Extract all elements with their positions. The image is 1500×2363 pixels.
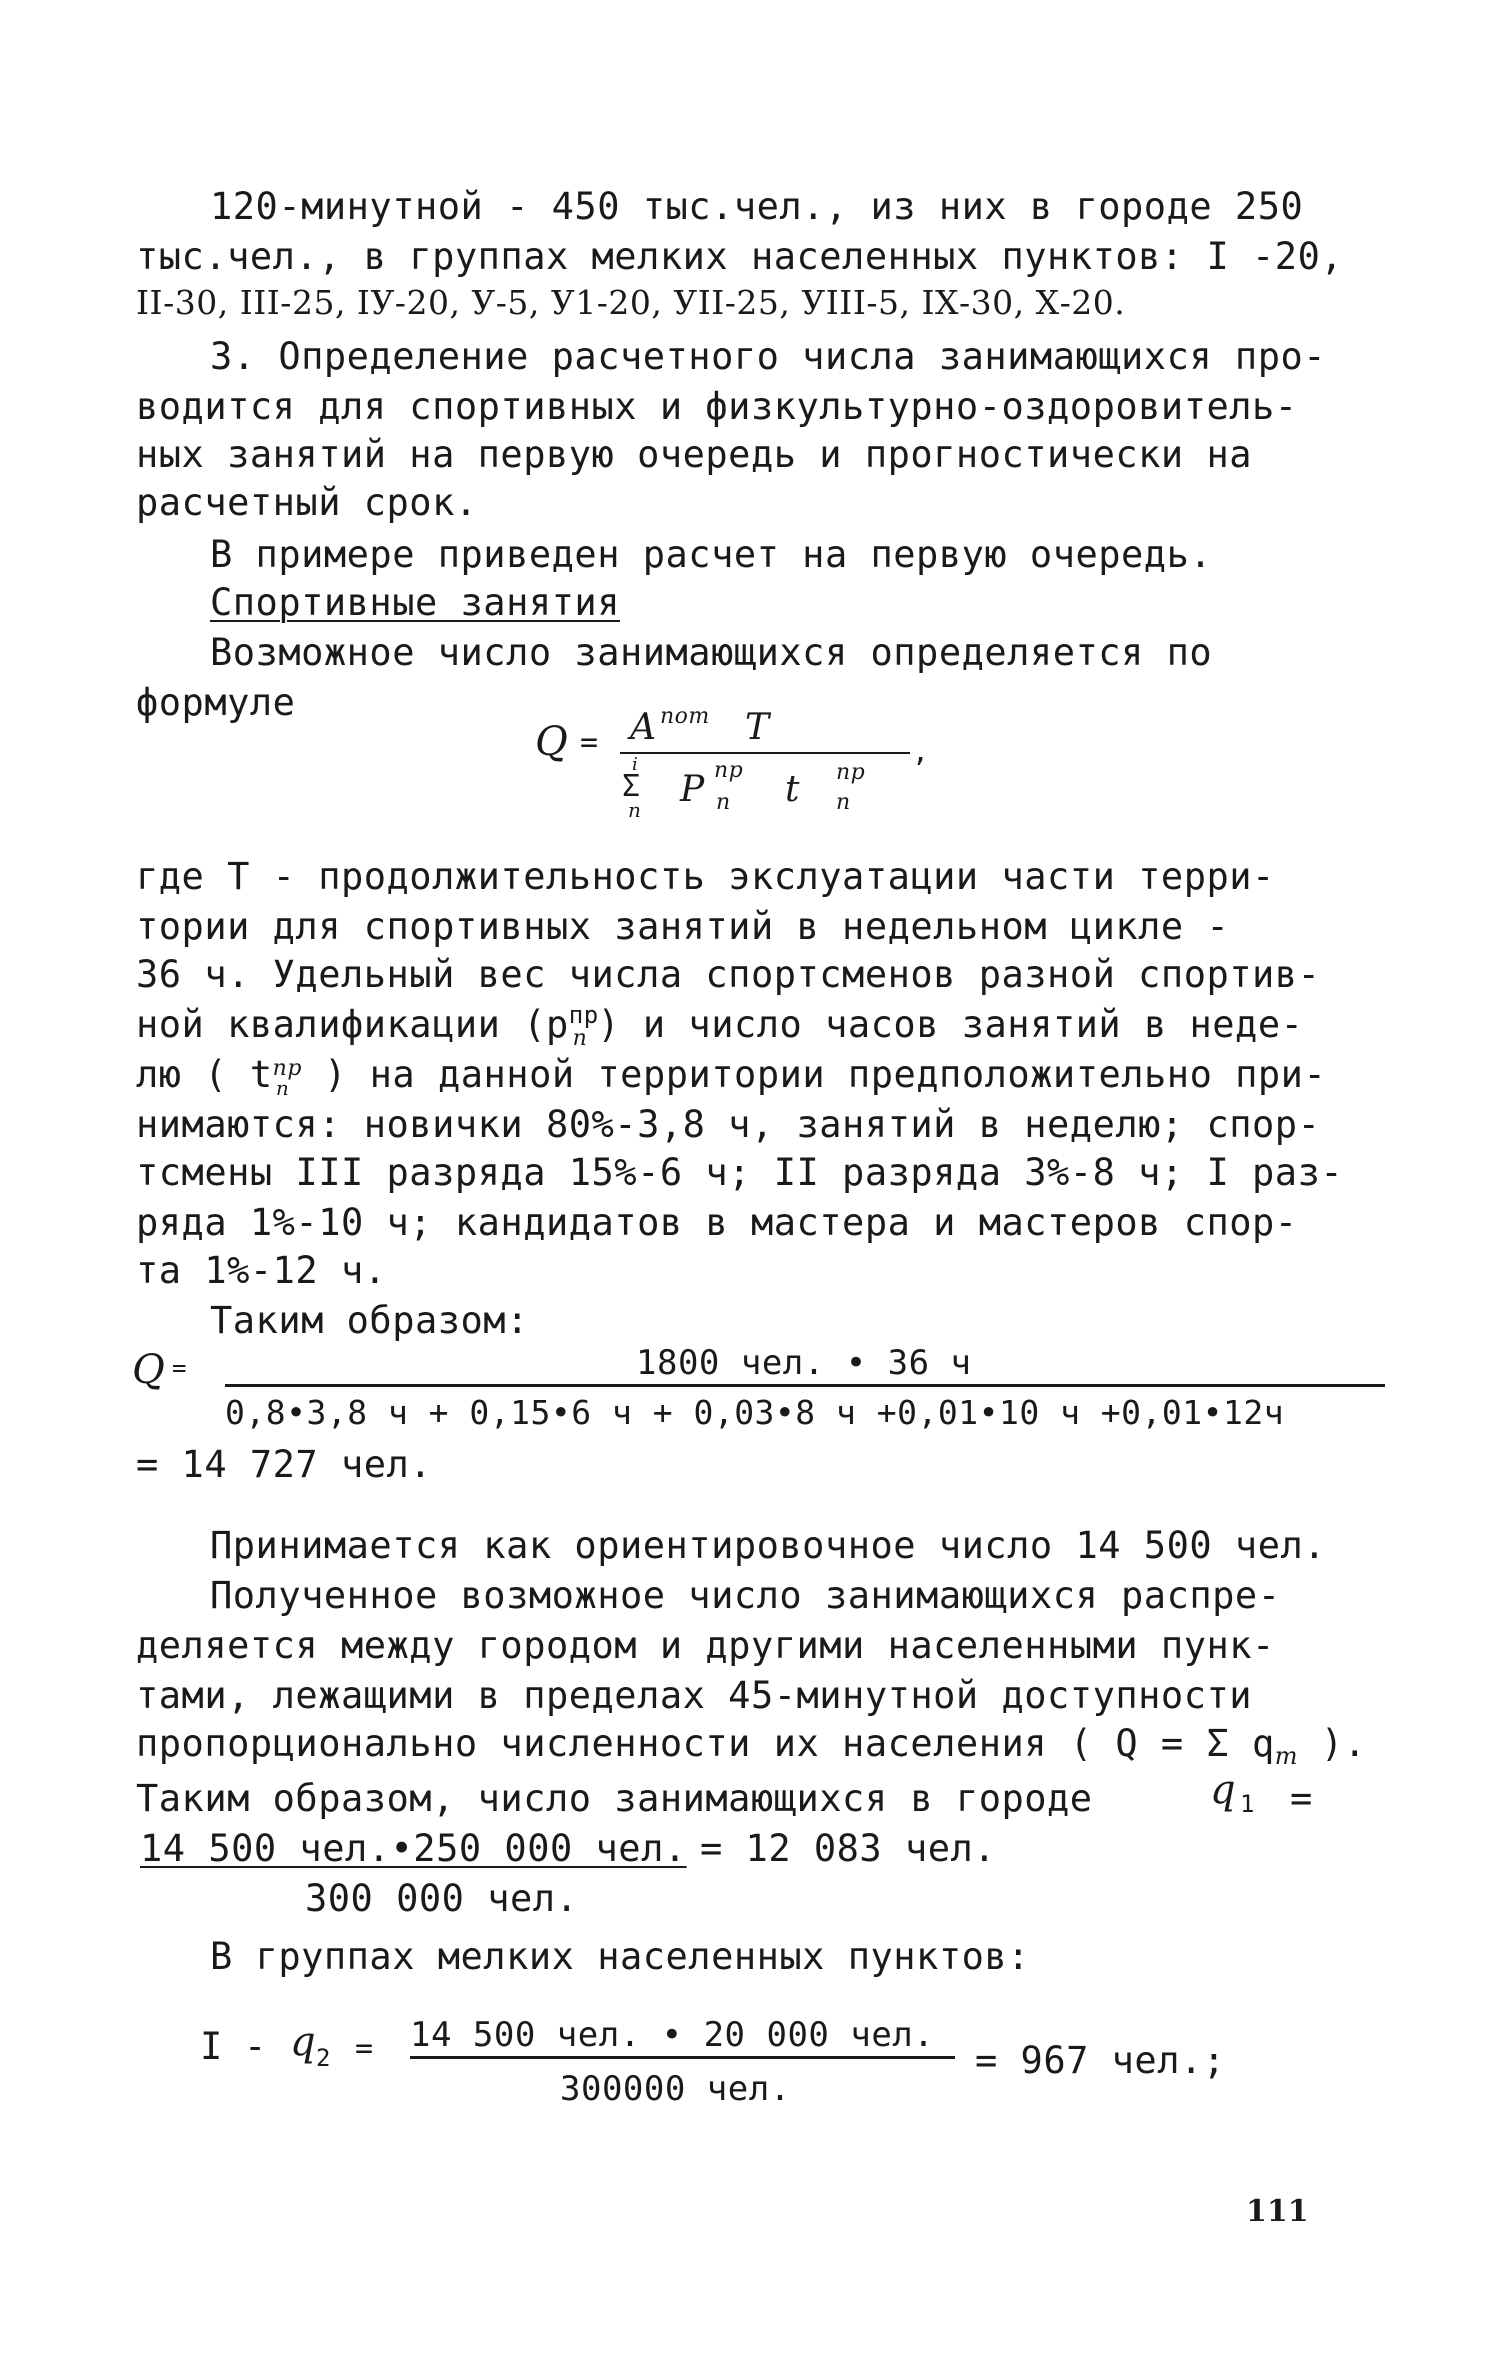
formula-denominator: 0,8•3,8 ч + 0,15•6 ч + 0,03•8 ч +0,01•10 ч +0,01•12ч — [225, 1393, 1285, 1432]
formula-symbol: пот — [660, 704, 710, 729]
formula-symbol: n — [716, 790, 731, 815]
formula-symbol: = — [172, 1354, 187, 1382]
formula-result: = 967 чел.; — [975, 2039, 1226, 2082]
formula-result: = 14 727 чел. — [136, 1443, 433, 1486]
formula-symbol: I — [200, 2025, 223, 2068]
formula-symbol: Q — [535, 719, 569, 765]
text-line: 36 ч. Удельный вес числа спортсменов разной спортив- — [136, 953, 1321, 996]
formula-symbol: пр — [714, 758, 744, 783]
formula-symbol: 2 — [316, 2044, 331, 2072]
formula-symbol: t — [785, 769, 800, 810]
formula-symbol: P — [680, 769, 705, 810]
text-segment: ) и число часов занятий в неде- — [597, 1003, 1304, 1046]
text-line: 120-минутной - 450 тыс.чел., из них в городе 250 — [210, 185, 1304, 228]
text-line: Таким образом: — [210, 1299, 529, 1342]
superscript: пр — [272, 1056, 302, 1081]
text-line: водится для спортивных и физкультурно-оздоровитель- — [136, 385, 1298, 428]
text-line: деляется между городом и другими населенными пунк- — [136, 1624, 1275, 1667]
text-segment: лю ( t — [136, 1053, 273, 1096]
text-line: ряда 1%-10 ч; кандидатов в мастера и мастеров спор- — [136, 1201, 1298, 1244]
subscript: n — [572, 1026, 588, 1051]
text-line — [136, 1053, 1327, 1100]
formula-symbol: пр — [836, 760, 866, 785]
text-line: нимаются: новички 80%-3,8 ч, занятий в неделю; спор- — [136, 1103, 1321, 1146]
text-segment: пропорционально численности их населения ( Q = Σ q — [136, 1722, 1275, 1765]
formula-symbol: T — [745, 707, 770, 748]
text-line: расчетный срок. — [136, 481, 478, 524]
text-line: В примере приведен расчет на первую очередь. — [210, 533, 1213, 576]
formula-symbol: A — [630, 707, 657, 748]
text-line: Полученное возможное число занимающихся распре- — [210, 1574, 1281, 1617]
text-segment: ной квалификации (p — [136, 1003, 569, 1046]
formula-numerator: 14 500 чел.•250 000 чел. — [140, 1827, 687, 1870]
formula-symbol: = — [355, 2031, 374, 2066]
text-segment: ). — [1298, 1722, 1367, 1765]
formula-symbol: n — [836, 790, 851, 815]
formula-symbol: Q — [132, 1347, 166, 1393]
text-line: формуле — [136, 681, 296, 724]
formula-denominator: 300000 чел. — [560, 2069, 791, 2109]
fraction-bar — [620, 752, 910, 754]
superscript: пр — [568, 1001, 599, 1029]
formula-symbol: , — [912, 735, 930, 768]
formula-symbol: = — [1290, 1777, 1313, 1820]
fraction-bar — [225, 1384, 1385, 1387]
formula-symbol: i — [632, 754, 639, 775]
text-line: Принимается как ориентировочное число 14 500 чел. — [210, 1524, 1327, 1567]
text-segment: ) на данной территории предположительно при- — [301, 1053, 1327, 1096]
subscript: n — [275, 1076, 290, 1100]
formula-symbol: Σ — [622, 769, 641, 804]
formula-denominator: 300 000 чел. — [305, 1877, 579, 1920]
fraction-bar — [410, 2056, 955, 2059]
text-line — [136, 1001, 1304, 1051]
formula-symbol: = — [580, 725, 599, 760]
text-line: тории для спортивных занятий в недельном цикле - — [136, 905, 1230, 948]
subscript: m — [1274, 1742, 1299, 1770]
section-heading: Спортивные занятия — [210, 581, 620, 624]
text-line: тыс.чел., в группах мелких населенных пунктов: I -20, — [136, 235, 1344, 278]
text-line — [136, 1722, 1367, 1770]
text-line: Возможное число занимающихся определяется по — [210, 631, 1213, 674]
text-line: В группах мелких населенных пунктов: — [210, 1935, 1030, 1978]
text-line: тсмены III разряда 15%-6 ч; II разряда 3%-8 ч; I раз- — [136, 1151, 1344, 1194]
text-line: ных занятий на первую очередь и прогностически на — [136, 433, 1253, 476]
text-line: где T - продолжительность экслуатации части терри- — [136, 855, 1275, 898]
formula-numerator: 1800 чел. • 36 ч — [636, 1343, 972, 1383]
formula-symbol: q — [1210, 1767, 1237, 1813]
text-line: та 1%-12 ч. — [136, 1249, 387, 1292]
formula-numerator: 14 500 чел. • 20 000 чел. — [410, 2015, 935, 2055]
text-line: 3. Определение расчетного числа занимающихся про- — [210, 335, 1327, 378]
text-line: Таким образом, число занимающихся в городе — [136, 1777, 1093, 1820]
formula-symbol: - — [244, 2025, 267, 2068]
text-line: тами, лежащими в пределах 45-минутной доступности — [136, 1674, 1253, 1717]
page-number: 111 — [1246, 2194, 1309, 2229]
formula-symbol: n — [628, 798, 642, 822]
formula-symbol: 1 — [1240, 1790, 1255, 1818]
formula-symbol: q — [290, 2019, 317, 2065]
formula-result: = 12 083 чел. — [700, 1827, 997, 1870]
text-line: II-30, III-25, IУ-20, У-5, У1-20, УII-25, УIII-5, IХ-30, Х-20. — [136, 283, 1126, 322]
